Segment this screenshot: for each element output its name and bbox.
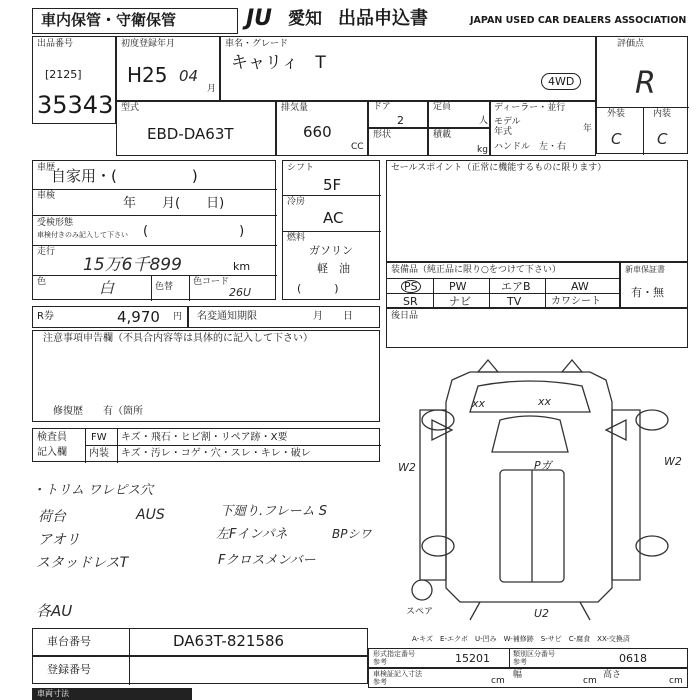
length-label: 車検証記入寸法 参考 <box>373 670 422 686</box>
color-change-label: 色替 <box>155 282 174 292</box>
dimensions-box <box>368 668 688 688</box>
notes-box <box>32 330 380 422</box>
fuel-gasoline: ガソリン <box>309 244 353 257</box>
org-name: 愛知 <box>288 9 322 29</box>
height-label: 高さ <box>603 670 622 680</box>
divider <box>283 231 381 232</box>
note-line-1: ・トリム ワレピス穴 <box>32 483 154 498</box>
recycle-box <box>32 306 188 328</box>
year-unit: 年 <box>583 124 593 134</box>
class-number-value: 0618 <box>619 652 647 665</box>
color-code-label: 色コード <box>193 277 230 287</box>
mileage-unit: km <box>233 260 251 273</box>
fuel-other: ( ) <box>297 282 339 295</box>
equip-navi: ナビ <box>449 295 471 308</box>
divider <box>33 189 277 190</box>
post-items-label: 後日品 <box>391 311 419 321</box>
divider <box>85 445 381 446</box>
fuel-label: 燃料 <box>287 233 306 243</box>
damage-legend: A-キズ E-エクボ U-凹み W-補修跡 S-サビ C-腐食 XX-交換済 <box>412 635 630 643</box>
type-number-box <box>368 648 688 668</box>
divider <box>85 429 86 463</box>
registration-label: 初度登録年月 <box>121 39 176 49</box>
grade-label: 評価点 <box>617 39 645 49</box>
sales-point-label: セールスポイント（正常に機能するものに限ります） <box>391 163 607 173</box>
divider <box>117 429 118 463</box>
diagram-note-1: xx <box>472 397 486 410</box>
handle-label: ハンドル 左・右 <box>494 142 567 152</box>
class-number-label: 類別区分番号 参考 <box>513 650 555 666</box>
displacement-box <box>276 100 368 156</box>
grade-box <box>596 36 688 154</box>
interior-grade: C <box>657 130 668 148</box>
note-line-2a: 荷台 <box>38 509 66 525</box>
form-title: 出品申込書 <box>338 8 428 29</box>
fw-text: キズ・飛石・ヒビ割・リペア跡・X要 <box>121 432 288 443</box>
inspector-label-2: 記入欄 <box>37 447 67 458</box>
type-number-value: 15201 <box>455 652 490 665</box>
inspector-label-1: 検査員 <box>37 432 67 443</box>
divider <box>545 278 546 309</box>
warranty-label: 新車保証書 <box>625 265 665 274</box>
repair-label: 修復歴 有（箇所 <box>53 406 143 417</box>
mileage-value: 15万6千899 <box>83 255 182 275</box>
registration-year: H25 <box>127 63 168 87</box>
diagram-right-note: W2 <box>664 455 682 468</box>
diagram-left-note: W2 <box>398 461 416 474</box>
fw-label: FW <box>91 432 107 443</box>
divider <box>129 629 130 657</box>
dealer-box <box>490 100 596 156</box>
registration-month: 04 <box>179 67 199 85</box>
equipment-box <box>386 262 620 308</box>
cooling-value: AC <box>323 209 344 227</box>
width-label: 幅 <box>513 670 523 680</box>
acceptance-value: ( ) <box>143 224 245 239</box>
capacity-label: 定員 <box>433 102 452 112</box>
length-unit: cm <box>491 676 505 686</box>
chassis-value: DA63T-821586 <box>173 632 285 650</box>
divider <box>387 278 621 279</box>
dealer-label: ディーラー・並行 <box>494 103 566 113</box>
chassis-box <box>32 628 368 656</box>
cooling-label: 冷房 <box>287 197 306 207</box>
doors-box <box>368 100 428 128</box>
equip-sr: SR <box>403 295 418 308</box>
note-line-3a: アオリ <box>38 532 80 548</box>
chassis-label: 車台番号 <box>47 635 91 648</box>
sales-point-box <box>386 160 688 262</box>
warranty-value: 有・無 <box>631 286 664 299</box>
lot-box <box>32 36 116 124</box>
diagram-cab-note: Pガ <box>534 459 552 472</box>
history-label: 車歴 <box>37 163 56 173</box>
lot-number: 35343 <box>37 91 114 119</box>
notice-label: 名変通知期限 <box>197 311 257 322</box>
note-line-2b: AUS <box>136 507 165 523</box>
note-line-2c: 下廻り.フレーム S <box>220 504 327 519</box>
acceptance-label: 受検形態 <box>37 218 74 228</box>
shift-label: シフト <box>287 163 315 173</box>
inspection-value: 年 月( 日) <box>123 196 225 211</box>
lot-sub-number: [2125] <box>45 68 82 81</box>
shape-label: 形状 <box>373 130 392 140</box>
registration-number-box <box>32 656 368 684</box>
diagram-bottom-note: U2 <box>534 607 550 620</box>
note-line-3c: BPシワ <box>332 527 372 541</box>
vehicle-name-box <box>220 36 596 102</box>
post-items-box <box>386 308 688 348</box>
displacement-label: 排気量 <box>281 103 309 113</box>
displacement-value: 660 <box>303 123 332 141</box>
vehicle-name-label: 車名・グレード <box>225 39 289 49</box>
equip-aw: AW <box>571 280 589 293</box>
association-name: JAPAN USED CAR DEALERS ASSOCIATION <box>470 15 687 26</box>
recycle-value: 4,970 <box>117 308 160 326</box>
model-label: 型式 <box>121 103 140 113</box>
footer-label: 車両寸法 <box>37 689 69 698</box>
exterior-label: 外装 <box>607 109 626 119</box>
divider <box>489 278 490 309</box>
interior-text: キズ・汚レ・コゲ・穴・スレ・キレ・破レ <box>121 448 311 459</box>
vehicle-name: キャリィ T <box>231 53 326 73</box>
divider <box>33 245 277 246</box>
registration-month-unit: 月 <box>207 84 217 94</box>
displacement-unit: CC <box>351 142 364 152</box>
fuel-diesel: 軽 油 <box>317 262 350 275</box>
model-box <box>116 100 276 156</box>
shift-value: 5F <box>323 176 342 194</box>
equip-airbag: エアB <box>501 280 531 293</box>
load-box <box>428 128 490 156</box>
footer-bar <box>32 688 192 700</box>
color-value: 白 <box>99 279 115 297</box>
model-year-label: モデル 年式 <box>494 117 521 137</box>
color-label: 色 <box>37 277 47 287</box>
note-line-4a: スタッドレスT <box>36 555 129 571</box>
model-value: EBD-DA63T <box>147 125 234 143</box>
history-block <box>32 160 276 300</box>
note-line-3b: 左Fインパネ <box>216 527 288 542</box>
equipment-label: 装備品（純正品に限り○をつけて下さい） <box>391 265 561 275</box>
notice-value: 月 日 <box>313 311 353 322</box>
recycle-unit: 円 <box>173 312 183 322</box>
height-unit: cm <box>669 676 683 686</box>
divider <box>129 657 130 685</box>
storage-label: 車内保管・守衛保管 <box>41 11 177 29</box>
lot-label: 出品番号 <box>37 39 74 49</box>
grade-vdivider <box>643 107 644 155</box>
load-label: 積載 <box>433 130 452 140</box>
registration-box <box>116 36 220 102</box>
type-number-label: 形式指定番号 参考 <box>373 650 415 666</box>
equip-ps: PS <box>401 280 421 293</box>
storage-label-box <box>32 8 238 34</box>
specs-block <box>282 160 380 300</box>
interior-label: 内装 <box>653 109 672 119</box>
load-unit: kg <box>477 145 488 155</box>
equip-tv: TV <box>507 295 522 308</box>
inspector-box <box>32 428 380 462</box>
equip-pw: PW <box>449 280 467 293</box>
registration-number-label: 登録番号 <box>47 663 91 676</box>
divider <box>33 275 277 276</box>
mileage-label: 走行 <box>37 247 56 257</box>
grade-overall: R <box>635 66 656 101</box>
color-code-value: 26U <box>229 286 252 299</box>
capacity-box <box>428 100 490 128</box>
divider <box>509 649 510 669</box>
exterior-grade: C <box>611 130 622 148</box>
divider <box>33 215 277 216</box>
warranty-box <box>620 262 688 308</box>
divider <box>189 275 190 301</box>
diagram-note-2: xx <box>538 395 552 408</box>
note-line-4b: Fクロスメンバー <box>218 553 316 568</box>
recycle-label: R券 <box>37 311 54 322</box>
note-line-5: 各AU <box>36 602 73 620</box>
ju-logo: JU <box>246 6 273 31</box>
divider <box>433 278 434 309</box>
capacity-unit: 人 <box>479 116 489 126</box>
interior-label-row: 内装 <box>89 448 109 459</box>
equip-seat: カワシート <box>551 296 601 307</box>
notes-label: 注意事項申告欄（不具合内容等は具体的に記入して下さい） <box>43 333 313 344</box>
acceptance-note: 車検付きのみ記入して下さい <box>37 231 128 239</box>
doors-value: 2 <box>397 114 404 127</box>
drive-badge: 4WD <box>541 73 581 90</box>
divider <box>283 195 381 196</box>
divider <box>387 293 621 294</box>
inspection-label: 車検 <box>37 191 56 201</box>
width-unit: cm <box>583 676 597 686</box>
doors-label: ドア <box>373 102 391 112</box>
divider <box>151 275 152 301</box>
notice-box <box>188 306 380 328</box>
spare-label: スペア <box>406 607 434 617</box>
history-value: 自家用・( ) <box>51 167 198 185</box>
shape-box <box>368 128 428 156</box>
